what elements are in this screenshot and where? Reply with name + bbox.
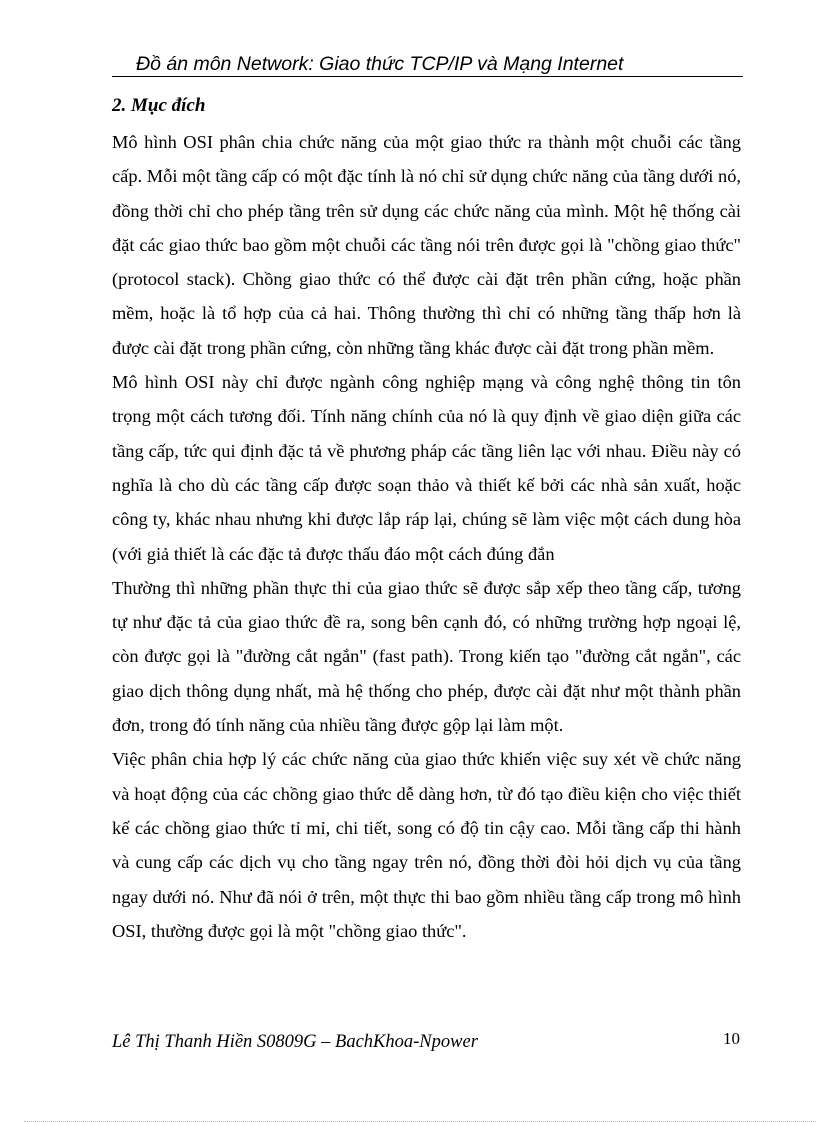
page-number: 10 (723, 1029, 740, 1048)
paragraph-1: Mô hình OSI phân chia chức năng của một giao thức ra thành một chuỗi các tầng cấp. Mỗi một tầng cấp có một đặc tính là nó chỉ sử dụng chức năng của tầng dưới nó, đồng thời chỉ cho phép tầng trên sử dụng các chức năng của mình. Một hệ thống cài đặt các giao thức bao gồm một chuỗi các tầng nói trên được gọi là "chồng giao thức" (protocol stack). Chồng giao thức có thể được cài đặt trên phần cứng, hoặc phần mềm, hoặc là tổ hợp của cả hai. Thông thường thì chỉ có những tầng thấp hơn là được cài đặt trong phần cứng, còn những tầng khác được cài đặt trong phần mềm. (112, 132, 741, 358)
footer-author: Lê Thị Thanh Hiền S0809G – BachKhoa-Npower (112, 1032, 478, 1052)
header-divider (112, 76, 743, 77)
paragraph-3: Thường thì những phần thực thi của giao thức sẽ được sắp xếp theo tầng cấp, tương tự như đặc tả của giao thức đề ra, song bên cạnh đó, có những trường hợp ngoại lệ, còn được gọi là "đường cắt ngắn" (fast path). Trong kiến tạo "đường cắt ngắn", các giao dịch thông dụng nhất, mà hệ thống cho phép, được cài đặt như một thành phần đơn, trong đó tính năng của nhiều tầng được gộp lại làm một. (112, 577, 741, 736)
page-bottom-dotted-line (24, 1121, 816, 1122)
body-text (112, 125, 741, 948)
section-heading: 2. Mục đích (112, 95, 206, 116)
paragraph-4: Việc phân chia hợp lý các chức năng của giao thức khiến việc suy xét về chức năng và hoạt động của các chồng giao thức dễ dàng hơn, từ đó tạo điều kiện cho việc thiết kế các chồng giao thức tỉ mỉ, chi tiết, song có độ tin cậy cao. Mỗi tầng cấp thi hành và cung cấp các dịch vụ cho tầng ngay trên nó, đồng thời đòi hỏi dịch vụ của tầng ngay dưới nó. Như đã nói ở trên, một thực thi bao gồm nhiều tầng cấp trong mô hình OSI, thường được gọi là một "chồng giao thức". (112, 749, 741, 941)
paragraph-2: Mô hình OSI này chỉ được ngành công nghiệp mạng và công nghệ thông tin tôn trọng một cách tương đối. Tính năng chính của nó là quy định về giao diện giữa các tầng cấp, tức qui định đặc tả về phương pháp các tầng liên lạc với nhau. Điều này có nghĩa là cho dù các tầng cấp được soạn thảo và thiết kế bởi các nhà sản xuất, hoặc công ty, khác nhau nhưng khi được lắp ráp lại, chúng sẽ làm việc một cách dung hòa (với giả thiết là các đặc tả được thấu đáo một cách đúng đắn (112, 372, 741, 564)
page-header-title: Đồ án môn Network: Giao thức TCP/IP và Mạng Internet (136, 53, 624, 75)
